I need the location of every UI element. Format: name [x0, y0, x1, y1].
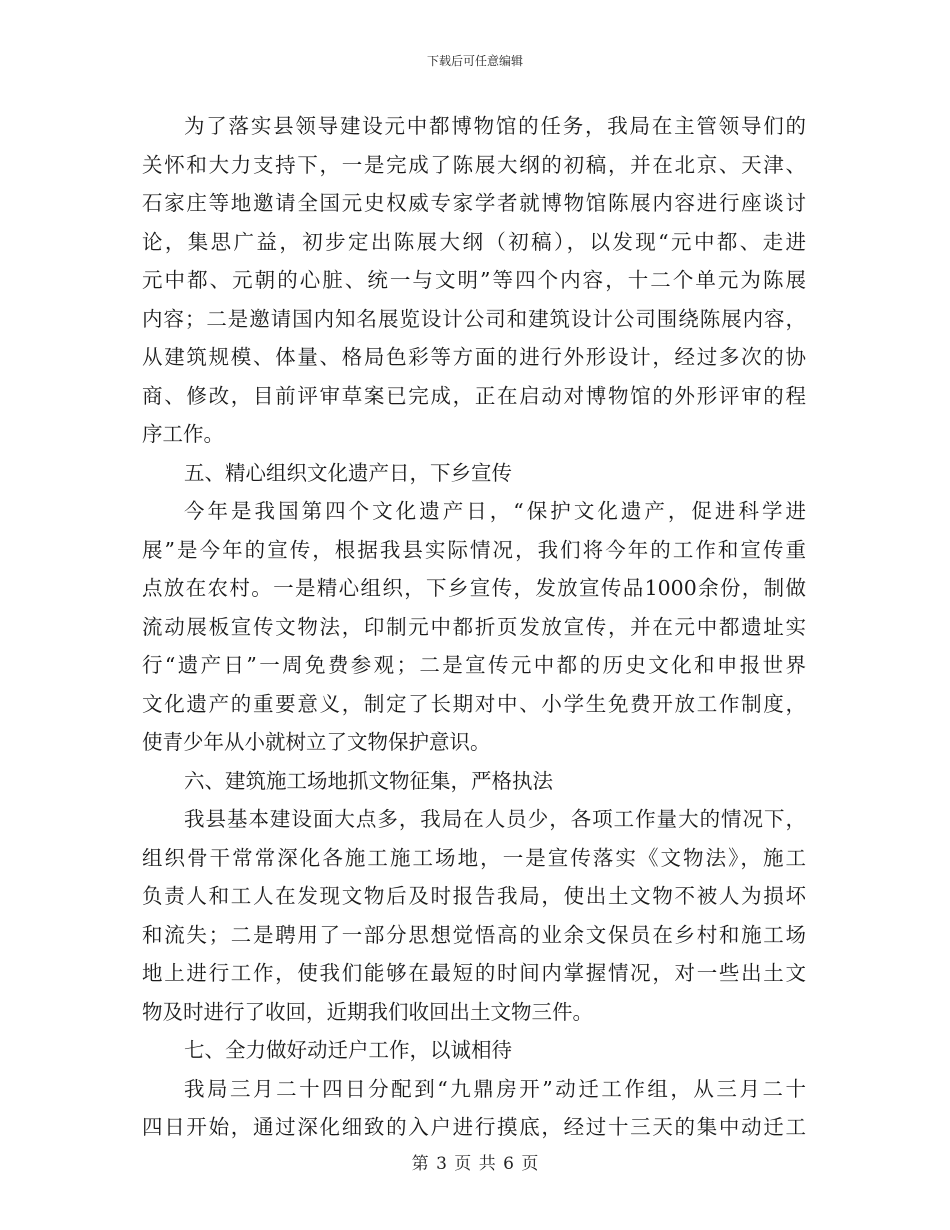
- page-header: 下载后可任意编辑: [426, 54, 523, 68]
- text-line: 点放在农村。一是精心组织，下乡宣传，发放宣传品1000余份，制做: [142, 576, 806, 600]
- text-line: 商、修改，目前评审草案已完成，正在启动对博物馆的外形评审的程: [142, 383, 806, 408]
- body-paragraph: [142, 107, 806, 454]
- text-line: 序工作。: [142, 422, 224, 446]
- text-line: 组织骨干常常深化各施工施工场地，一是宣传落实《文物法》，施工: [142, 845, 806, 870]
- text-line: 和流失；二是聘用了一部分思想觉悟高的业余文保员在乡村和施工场: [142, 922, 806, 947]
- text-line: 为了落实县领导建设元中都博物馆的任务，我局在主管领导们的: [184, 114, 806, 138]
- text-line: 我局三月二十四日分配到“九鼎房开”动迁工作组，从三月二十: [184, 1076, 806, 1101]
- text-line: 我县基本建设面大点多，我局在人员少，各项工作量大的情况下，: [184, 807, 806, 831]
- text-line: 流动展板宣传文物法，印制元中都折页发放宣传，并在元中都遗址实: [142, 614, 806, 639]
- text-line: 使青少年从小就树立了文物保护意识。: [142, 730, 491, 754]
- body-paragraph: [142, 1070, 806, 1147]
- text-line: 今年是我国第四个文化遗产日，“保护文化遗产，促进科学进: [184, 499, 806, 523]
- section-heading: [142, 454, 806, 493]
- text-line: 物及时进行了收回，近期我们收回出土文物三件。: [142, 999, 593, 1024]
- text-line: 负责人和工人在发现文物后及时报告我局，使出土文物不被人为损坏: [142, 884, 806, 908]
- text-line: 元中都、元朝的心脏、统一与文明”等四个内容，十二个单元为陈展: [142, 268, 806, 292]
- text-line: 论，集思广益，初步定出陈展大纲（初稿），以发现“元中都、走进: [142, 229, 806, 254]
- page-footer: 第 3 页 共 6 页: [411, 1154, 539, 1174]
- body-paragraph: [142, 492, 806, 762]
- text-line: 内容；二是邀请国内知名展览设计公司和建筑设计公司围绕陈展内容，: [142, 306, 806, 331]
- text-line: 从建筑规模、体量、格局色彩等方面的进行外形设计，经过多次的协: [142, 345, 806, 369]
- section-heading: [142, 1031, 806, 1070]
- document-body: [142, 107, 806, 1147]
- text-line: 关怀和大力支持下，一是完成了陈展大纲的初稿，并在北京、天津、: [142, 152, 806, 177]
- section-heading: [142, 762, 806, 801]
- text-line: 四日开始，通过深化细致的入户进行摸底，经过十三天的集中动迁工: [142, 1115, 806, 1139]
- text-line: 六、建筑施工场地抓文物征集，严格执法: [184, 768, 553, 793]
- body-paragraph: [142, 800, 806, 1031]
- text-line: 石家庄等地邀请全国元史权威专家学者就博物馆陈展内容进行座谈讨: [142, 191, 806, 215]
- text-line: 展”是今年的宣传，根据我县实际情况，我们将今年的工作和宣传重: [142, 537, 806, 562]
- text-line: 行“遗产日”一周免费参观；二是宣传元中都的历史文化和申报世界: [142, 653, 806, 677]
- text-line: 七、全力做好动迁户工作，以诚相待: [184, 1038, 512, 1062]
- text-line: 地上进行工作，使我们能够在最短的时间内掌握情况，对一些出土文: [142, 961, 806, 985]
- text-line: 文化遗产的重要意义，制定了长期对中、小学生免费开放工作制度，: [142, 691, 806, 716]
- text-line: 五、精心组织文化遗产日，下乡宣传: [184, 460, 512, 485]
